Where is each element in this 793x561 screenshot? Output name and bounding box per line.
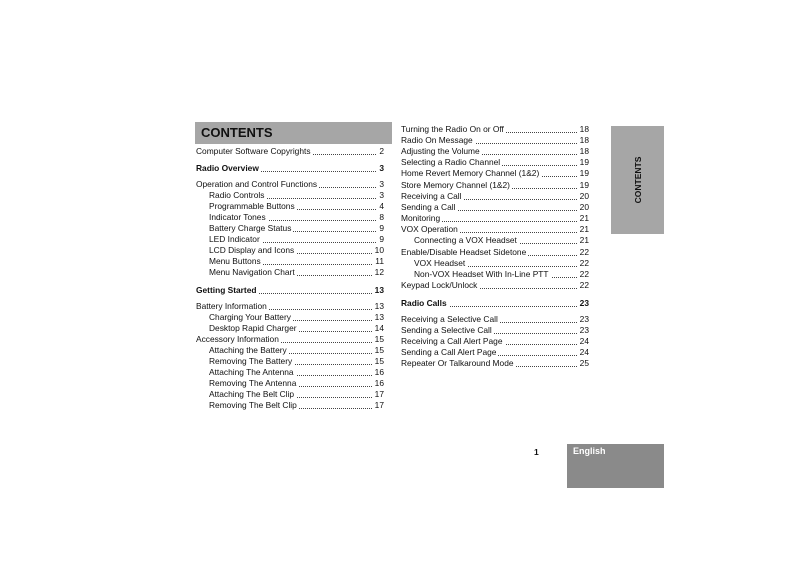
toc-entry-page: 12 — [374, 267, 384, 277]
toc-entry-page: 13 — [374, 301, 384, 311]
toc-entry — [196, 285, 384, 296]
toc-entry-title: Getting Started — [196, 285, 257, 295]
toc-entry — [401, 298, 589, 309]
toc-entry — [196, 345, 384, 356]
toc-entry-title: Indicator Tones — [196, 212, 268, 223]
toc-entry-title: Receiving a Call — [401, 191, 462, 201]
toc-entry-page: 10 — [374, 245, 384, 255]
toc-entry — [401, 157, 589, 168]
toc-entry-title: Receiving a Selective Call — [401, 314, 498, 324]
toc-entry-title: Removing The Battery — [196, 356, 294, 367]
contents-header-bar — [195, 122, 392, 144]
toc-entry-title: Radio On Message — [401, 135, 473, 145]
toc-entry — [401, 202, 589, 213]
toc-entry — [401, 180, 589, 191]
contents-heading: CONTENTS — [201, 125, 273, 140]
toc-entry-title: LED Indicator — [196, 234, 262, 245]
toc-entry-title: Charging Your Battery — [196, 312, 293, 323]
toc-entry — [196, 400, 384, 411]
toc-entry-page: 19 — [579, 157, 589, 167]
toc-entry-title: Menu Buttons — [196, 256, 263, 267]
toc-entry — [196, 312, 384, 323]
toc-entry-page: 11 — [375, 256, 384, 266]
toc-entry — [401, 269, 589, 280]
toc-entry — [196, 334, 384, 345]
toc-entry — [401, 358, 589, 369]
toc-entry — [401, 124, 589, 135]
toc-entry — [196, 323, 384, 334]
toc-entry-title: Receiving a Call Alert Page — [401, 336, 503, 346]
side-contents-tab — [611, 126, 664, 234]
toc-entry — [196, 245, 384, 256]
toc-entry — [401, 224, 589, 235]
side-tab-label: CONTENTS — [632, 156, 643, 204]
toc-entry — [401, 247, 589, 258]
toc-entry-page: 18 — [579, 124, 589, 134]
toc-entry-page: 21 — [579, 213, 589, 223]
toc-entry-title: Keypad Lock/Unlock — [401, 280, 478, 290]
toc-entry-title: Attaching The Antenna — [196, 367, 296, 378]
toc-entry-page: 13 — [374, 285, 384, 295]
toc-entry-page: 15 — [374, 334, 384, 344]
toc-entry-title: Sending a Call — [401, 202, 456, 212]
page-number: 1 — [534, 447, 539, 457]
toc-entry-title: Attaching The Belt Clip — [196, 389, 296, 400]
toc-entry — [401, 280, 589, 291]
toc-entry-page: 18 — [579, 146, 589, 156]
toc-entry-title: Home Revert Memory Channel (1&2) — [401, 168, 540, 178]
toc-entry — [401, 213, 589, 224]
toc-entry-page: 13 — [374, 312, 384, 322]
toc-entry-title: Selecting a Radio Channel — [401, 157, 501, 167]
toc-entry — [401, 258, 589, 269]
toc-entry — [196, 234, 384, 245]
toc-entry — [401, 168, 589, 179]
toc-entry — [196, 212, 384, 223]
toc-entry-page: 17 — [374, 400, 384, 410]
toc-entry-title: Radio Overview — [196, 163, 259, 173]
toc-entry-page: 3 — [379, 179, 384, 189]
toc-entry — [196, 389, 384, 400]
toc-entry-title: Attaching the Battery — [196, 345, 289, 356]
toc-entry — [196, 223, 384, 234]
toc-entry-page: 22 — [579, 247, 589, 257]
toc-entry-title: Radio Controls — [196, 190, 266, 201]
toc-entry-page: 15 — [374, 345, 384, 355]
toc-entry-page: 19 — [579, 168, 589, 178]
toc-entry-page: 15 — [374, 356, 384, 366]
toc-entry-title: Computer Software Copyrights — [196, 146, 311, 156]
toc-entry-title: Desktop Rapid Charger — [196, 323, 299, 334]
toc-entry-title: LCD Display and Icons — [196, 245, 296, 256]
toc-entry-page: 16 — [374, 378, 384, 388]
toc-entry-page: 25 — [579, 358, 589, 368]
toc-entry — [196, 378, 384, 389]
toc-entry-page: 22 — [579, 269, 589, 279]
toc-entry-title: Removing The Belt Clip — [196, 400, 299, 411]
toc-entry-title: Monitoring — [401, 213, 441, 223]
toc-entry-page: 21 — [579, 224, 589, 234]
toc-entry-page: 3 — [379, 190, 384, 200]
toc-entry-title: Menu Navigation Chart — [196, 267, 297, 278]
language-label: English — [573, 446, 606, 456]
toc-entry-title: Battery Information — [196, 301, 267, 311]
toc-entry — [401, 135, 589, 146]
toc-entry-title: Turning the Radio On or Off — [401, 124, 504, 134]
toc-entry — [196, 301, 384, 312]
toc-entry-title: Connecting a VOX Headset — [401, 235, 519, 246]
toc-entry-page: 24 — [579, 336, 589, 346]
toc-entry-page: 23 — [579, 325, 589, 335]
toc-entry-title: Sending a Selective Call — [401, 325, 492, 335]
toc-entry — [401, 336, 589, 347]
toc-entry — [401, 325, 589, 336]
toc-entry-title: VOX Operation — [401, 224, 458, 234]
toc-entry-page: 22 — [579, 258, 589, 268]
toc-entry — [401, 235, 589, 246]
toc-entry-title: Radio Calls — [401, 298, 447, 308]
toc-entry — [196, 190, 384, 201]
toc-entry — [196, 356, 384, 367]
toc-entry-page: 23 — [579, 314, 589, 324]
toc-entry-page: 8 — [379, 212, 384, 222]
toc-entry — [401, 314, 589, 325]
toc-entry-page: 17 — [374, 389, 384, 399]
toc-entry-title: Accessory Information — [196, 334, 279, 344]
toc-entry-page: 9 — [379, 223, 384, 233]
toc-entry-title: Removing The Antenna — [196, 378, 298, 389]
toc-entry-page: 3 — [379, 163, 384, 173]
toc-entry — [196, 146, 384, 157]
toc-entry — [196, 201, 384, 212]
toc-entry-title: Enable/Disable Headset Sidetone — [401, 247, 527, 257]
toc-entry — [196, 256, 384, 267]
language-tab — [567, 444, 664, 488]
toc-entry-page: 20 — [579, 202, 589, 212]
toc-entry — [196, 267, 384, 278]
toc-entry-title: Operation and Control Functions — [196, 179, 318, 189]
toc-entry-page: 23 — [579, 298, 589, 308]
toc-entry — [196, 179, 384, 190]
toc-entry-title: Adjusting the Volume — [401, 146, 480, 156]
toc-entry-page: 20 — [579, 191, 589, 201]
toc-entry-page: 16 — [374, 367, 384, 377]
toc-entry-title: Non-VOX Headset With In-Line PTT — [401, 269, 551, 280]
toc-entry-page: 4 — [379, 201, 384, 211]
toc-entry — [196, 367, 384, 378]
toc-entry-title: Repeater Or Talkaround Mode — [401, 358, 514, 368]
toc-entry — [401, 191, 589, 202]
toc-entry-page: 14 — [374, 323, 384, 333]
toc-entry-page: 9 — [379, 234, 384, 244]
toc-entry-title: Battery Charge Status — [196, 223, 293, 234]
toc-entry-title: VOX Headset — [401, 258, 467, 269]
toc-entry-title: Store Memory Channel (1&2) — [401, 180, 510, 190]
toc-entry-title: Programmable Buttons — [196, 201, 297, 212]
toc-entry-title: Sending a Call Alert Page — [401, 347, 497, 357]
toc-entry-page: 21 — [579, 235, 589, 245]
toc-entry — [401, 347, 589, 358]
toc-entry-page: 2 — [379, 146, 384, 156]
toc-entry-page: 24 — [579, 347, 589, 357]
toc-entry-page: 18 — [579, 135, 589, 145]
toc-entry — [401, 146, 589, 157]
toc-entry-page: 22 — [579, 280, 589, 290]
toc-entry — [196, 163, 384, 174]
toc-entry-page: 19 — [579, 180, 589, 190]
